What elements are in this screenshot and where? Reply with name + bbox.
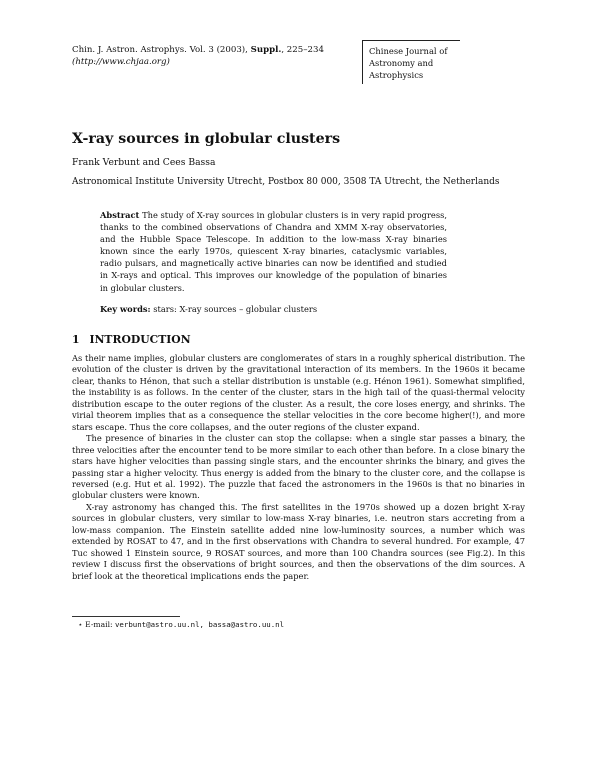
keywords-text: stars: X-ray sources – globular clusters <box>153 304 318 314</box>
journal-name-line1: Chinese Journal of <box>369 46 448 56</box>
paper-title: X-ray sources in globular clusters <box>72 131 341 147</box>
section-title: INTRODUCTION <box>89 333 191 346</box>
abstract <box>100 209 447 294</box>
abstract-label: Abstract <box>100 210 140 220</box>
citation-prefix: Chin. J. Astron. Astrophys. Vol. 3 (2003), <box>72 45 251 55</box>
citation-line <box>72 44 342 56</box>
authors: Frank Verbunt and Cees Bassa <box>72 157 216 168</box>
footnote-divider <box>72 616 180 617</box>
citation-suppl: Suppl. <box>250 45 282 55</box>
section-heading <box>72 333 191 346</box>
section-number: 1 <box>72 333 80 346</box>
journal-url[interactable]: (http://www.chjaa.org) <box>72 57 170 67</box>
citation-pages: , 225–234 <box>281 45 324 55</box>
paragraph-1: As their name implies, globular clusters are conglomerates of stars in a roughly spherical distribution. The evolution of the cluster is driven by the gravitational interaction of its members. In the 1960s it became clear, thanks to Hénon, that such a stellar distribution is unstable (e.g. Hénon 1961). Somewhat simplified, the instability is as follows. In the center of the cluster, stars in the high tail of the quasi-thermal velocity distribution escape to the outer regions of the cluster. As a result, the core loses energy, and shrinks. The virial theorem implies that as a consequence the stellar velocities in the core become higher(!), and more stars escape. Thus the core collapses, and the outer regions of the cluster expand. <box>72 353 525 432</box>
keywords <box>100 304 317 314</box>
affiliation: Astronomical Institute University Utrecht, Postbox 80 000, 3508 TA Utrecht, the Netherlands <box>72 177 500 187</box>
footnote-marker: ⋆ E-mail: <box>78 620 115 629</box>
journal-name-line3: Astrophysics <box>369 70 424 80</box>
abstract-text: The study of X-ray sources in globular clusters is in very rapid progress, thanks to the combined observations of Chandra and XMM X-ray observatories, and the Hubble Space Telescope. In addition to the low-mass X-ray binaries known since the early 1970s, quiescent X-ray binaries, cataclysmic variables, radio pulsars, and magnetically active binaries can now be identified and studied in X-rays and optical. This improves our knowledge of the population of binaries in globular clusters. <box>100 210 447 293</box>
paragraph-2: The presence of binaries in the cluster can stop the collapse: when a single star passes a binary, the three velocities after the encounter tend to be more similar to each other than before. In a close binary the stars have higher velocities than passing single stars, and the encounter shrinks the binary, and gives the passing star a higher velocity. Thus energy is added from the binary to the cluster core, and the collapse is reversed (e.g. Hut et al. 1992). The puzzle that faced the astronomers in the 1960s is that no binaries in globular clusters were known. <box>72 433 525 501</box>
journal-name-box <box>362 40 460 84</box>
paragraph-3: X-ray astronomy has changed this. The first satellites in the 1970s showed up a dozen bright X-ray sources in globular clusters, very similar to low-mass X-ray binaries, i.e. neutron stars accreting from a low-mass companion. The Einstein satellite added nine low-luminosity sources, a number which was extended by ROSAT to 47, and in the first observations with Chandra to several hundred. For example, 47 Tuc showed 1 Einstein source, 9 ROSAT sources, and more than 100 Chandra sources (see Fig.2). In this review I discuss first the observations of bright sources, and then the observations of the dim sources. A brief look at the theoretical implications ends the paper. <box>72 501 525 581</box>
body-text <box>72 353 525 582</box>
keywords-label: Key words: <box>100 304 151 314</box>
journal-reference <box>72 44 342 68</box>
footnote <box>78 620 284 629</box>
journal-name-line2: Astronomy and <box>369 58 434 68</box>
footnote-emails[interactable]: verbunt@astro.uu.nl, bassa@astro.uu.nl <box>114 620 285 629</box>
